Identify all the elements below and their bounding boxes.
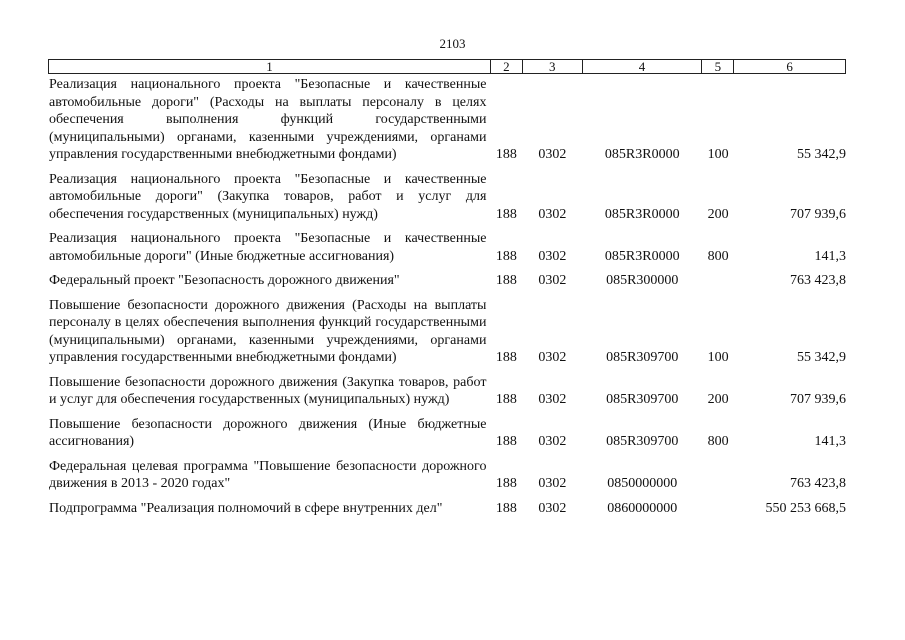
row-expense-type: 200	[707, 392, 729, 407]
row-ministry: 188	[495, 248, 517, 264]
row-target-article: 085R3R0000	[604, 248, 680, 264]
row-amount: 550 253 668,5	[765, 500, 846, 516]
header-col-2: 2	[490, 60, 522, 73]
header-col-4: 4	[582, 60, 702, 73]
row-target-article: 0850000000	[607, 476, 678, 491]
row-section: 0302	[538, 392, 567, 407]
row-section: 0302	[538, 350, 567, 365]
row-expense-type: 800	[707, 434, 729, 449]
header-col-6: 6	[733, 60, 845, 73]
row-amount: 707 939,6	[789, 392, 846, 407]
row-description: Реализация национального проекта "Безопасные и качественные автомобильные дороги" (Иные бюджетные ассигнования)	[49, 231, 487, 264]
table-row	[49, 297, 846, 367]
table-body	[49, 76, 846, 524]
row-target-article: 085R309700	[606, 392, 679, 407]
row-description: Повышение безопасности дорожного движения (Расходы на выплаты персоналу в целях обеспечения выполнения функций государственными (муниципальными) органами, казенными учреждениями, органами управления государственными внебюджетными фондами)	[49, 297, 487, 365]
row-amount: 55 342,9	[796, 147, 846, 162]
row-description: Повышение безопасности дорожного движения (Иные бюджетные ассигнования)	[49, 416, 487, 449]
row-ministry: 188	[495, 147, 517, 162]
table-row	[49, 458, 846, 493]
row-section: 0302	[538, 476, 567, 491]
row-amount: 141,3	[814, 248, 846, 264]
row-ministry: 188	[495, 476, 517, 491]
row-amount: 55 342,9	[796, 350, 846, 365]
row-description: Повышение безопасности дорожного движения (Закупка товаров, работ и услуг для обеспечения государственных (муниципальных) нужд)	[49, 374, 487, 407]
table-row	[49, 76, 846, 164]
row-amount: 763 423,8	[789, 476, 846, 491]
table-header	[48, 59, 846, 74]
row-description: Реализация национального проекта "Безопасные и качественные автомобильные дороги" (Расходы на выплаты персоналу в целях обеспечения выполнения функций государственными (муниципальными) органами, казенными учреждениями, органами управления государственными внебюджетными фондами)	[49, 77, 487, 162]
row-ministry: 188	[495, 206, 517, 222]
row-section: 0302	[538, 273, 567, 288]
table-row	[49, 500, 846, 518]
row-section: 0302	[538, 206, 567, 222]
page-number: 2103	[439, 36, 466, 51]
table-row	[49, 230, 846, 265]
row-expense-type: 200	[707, 206, 729, 222]
row-expense-type: 100	[707, 350, 729, 365]
table-row	[49, 416, 846, 451]
row-target-article: 085R300000	[606, 273, 679, 288]
table-row	[49, 272, 846, 290]
row-section: 0302	[538, 147, 567, 162]
row-amount: 141,3	[814, 434, 846, 449]
table-row	[49, 171, 846, 224]
row-ministry: 188	[495, 350, 517, 365]
row-description: Федеральный проект "Безопасность дорожного движения"	[49, 273, 400, 288]
row-target-article: 085R309700	[606, 434, 679, 449]
header-col-5: 5	[701, 60, 733, 73]
header-col-1: 1	[266, 59, 273, 74]
row-section: 0302	[538, 434, 567, 449]
row-description: Реализация национального проекта "Безопасные и качественные автомобильные дороги" (Закупка товаров, работ и услуг для обеспечения государственных (муниципальных) нужд)	[49, 171, 487, 222]
row-ministry: 188	[495, 434, 517, 449]
row-target-article: 0860000000	[607, 500, 678, 516]
row-expense-type: 100	[707, 147, 729, 162]
table-row	[49, 374, 846, 409]
row-description: Подпрограмма "Реализация полномочий в сфере внутренних дел"	[49, 500, 443, 516]
row-target-article: 085R309700	[606, 350, 679, 365]
row-amount: 763 423,8	[789, 273, 846, 288]
row-section: 0302	[538, 248, 567, 264]
row-ministry: 188	[495, 273, 517, 288]
row-section: 0302	[538, 500, 567, 516]
row-ministry: 188	[495, 392, 517, 407]
row-target-article: 085R3R0000	[604, 206, 680, 222]
header-col-3: 3	[522, 60, 582, 73]
row-ministry: 188	[495, 500, 517, 516]
row-expense-type: 800	[707, 248, 729, 264]
row-description: Федеральная целевая программа "Повышение безопасности дорожного движения в 2013 - 2020 годах"	[49, 458, 487, 491]
row-amount: 707 939,6	[789, 206, 846, 222]
row-target-article: 085R3R0000	[604, 147, 680, 162]
